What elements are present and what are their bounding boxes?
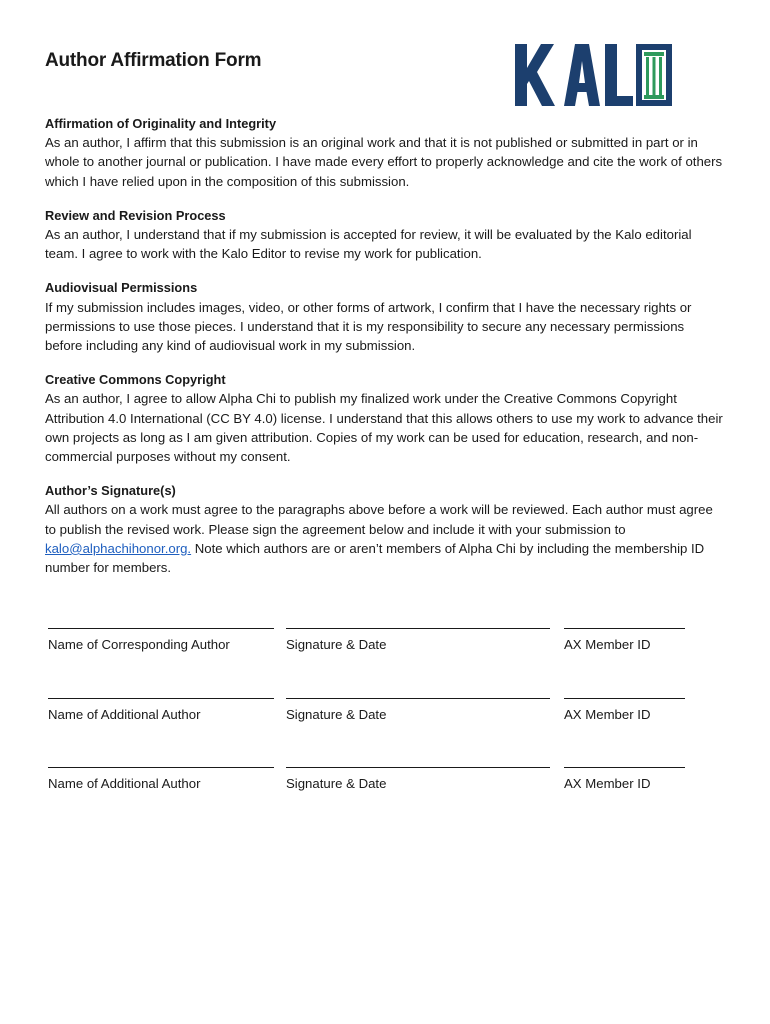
email-link[interactable]: kalo@alphachihonor.org. bbox=[45, 540, 192, 556]
form-section bbox=[45, 114, 725, 191]
form-section bbox=[45, 370, 725, 466]
logo-letter-k bbox=[515, 44, 555, 106]
section-heading: Creative Commons Copyright bbox=[45, 372, 226, 388]
signature-date-line[interactable] bbox=[286, 698, 550, 699]
signature-row bbox=[0, 767, 770, 797]
member-id-line[interactable] bbox=[564, 628, 685, 629]
section-heading: Review and Revision Process bbox=[45, 207, 226, 223]
member-id-label: AX Member ID bbox=[564, 707, 651, 722]
logo-letter-l bbox=[605, 44, 633, 106]
signature-date-label: Signature & Date bbox=[286, 637, 387, 652]
section-heading: Audiovisual Permissions bbox=[45, 280, 198, 296]
form-section bbox=[45, 206, 725, 264]
author-name-line[interactable] bbox=[48, 628, 274, 629]
member-id-line[interactable] bbox=[564, 698, 685, 699]
signatures-section bbox=[45, 481, 725, 577]
form-section bbox=[45, 278, 725, 355]
author-name-label: Name of Additional Author bbox=[48, 776, 201, 791]
author-name-line[interactable] bbox=[48, 698, 274, 699]
section-body: As an author, I affirm that this submission is an original work and that it is not published or submitted in part or in whole to another journal or publication. I have made every effort to properly acknowledge and cite the work of others which I have relied upon in the composition of this submission. bbox=[45, 135, 723, 189]
section-heading: Author’s Signature(s) bbox=[45, 483, 176, 499]
signature-date-label: Signature & Date bbox=[286, 707, 387, 722]
section-body: As an author, I agree to allow Alpha Chi to publish my finalized work under the Creative Commons Copyright Attribution 4.0 International (CC BY 4.0) license. I understand that this allows others to use my work to advance their own projects as long as I am given attribution. Copies of my work can be used for education, research, and non-commercial purposes without my consent. bbox=[45, 391, 723, 465]
kalo-logo bbox=[515, 44, 672, 106]
section-body: As an author, I understand that if my submission is accepted for review, it will be evaluated by the Kalo editorial team. I agree to work with the Kalo Editor to revise my work for publication. bbox=[45, 227, 692, 262]
author-name-label: Name of Additional Author bbox=[48, 707, 201, 722]
member-id-label: AX Member ID bbox=[564, 776, 651, 791]
form-title: Author Affirmation Form bbox=[45, 50, 262, 71]
section-heading: Affirmation of Originality and Integrity bbox=[45, 116, 277, 131]
signature-row bbox=[0, 628, 770, 658]
member-id-line[interactable] bbox=[564, 767, 685, 768]
signature-date-label: Signature & Date bbox=[286, 776, 387, 791]
signature-row bbox=[0, 698, 770, 728]
signature-instructions: All authors on a work must agree to the paragraphs above before a work will be reviewed. Each author must agree to publish the revised work. Please sign the agreement below and include it with your submission to bbox=[45, 502, 713, 537]
author-name-label: Name of Corresponding Author bbox=[48, 637, 230, 652]
form-content bbox=[45, 114, 725, 592]
logo-letter-a bbox=[564, 44, 600, 106]
section-body bbox=[45, 500, 725, 577]
signature-date-line[interactable] bbox=[286, 628, 550, 629]
author-name-line[interactable] bbox=[48, 767, 274, 768]
member-id-label: AX Member ID bbox=[564, 637, 651, 652]
section-body: If my submission includes images, video, or other forms of artwork, I confirm that I have the necessary rights or permissions to use those pieces. I understand that it is my responsibility to secure any necessary permissions before including any kind of audiovisual work in my submission. bbox=[45, 299, 692, 354]
signature-date-line[interactable] bbox=[286, 767, 550, 768]
signature-instructions-continued: Note which authors are or aren’t members of Alpha Chi by including the membership ID number for members. bbox=[45, 540, 705, 576]
